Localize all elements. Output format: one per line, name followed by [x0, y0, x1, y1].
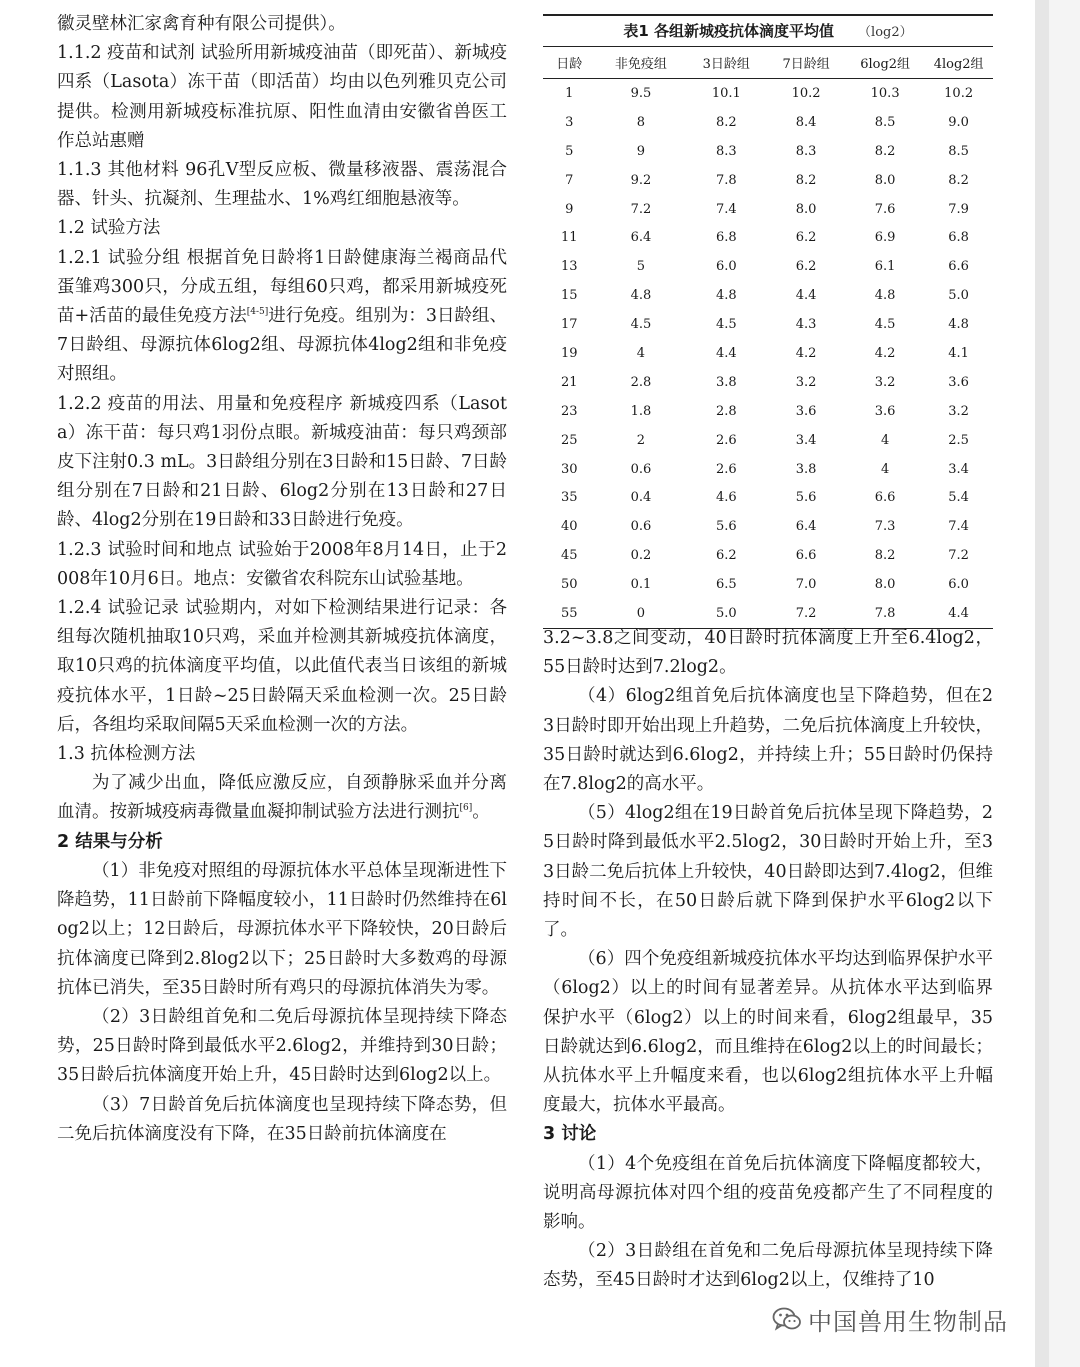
table-cell: 5	[565, 143, 574, 159]
table-cell: 4.8	[874, 288, 896, 304]
paragraph: 徽灵壁林汇家禽育种有限公司提供）。	[57, 14, 346, 34]
table-row	[543, 137, 993, 166]
table-cell: 4	[880, 432, 890, 448]
table-header-row	[543, 47, 993, 79]
table-cell: 0.4	[630, 490, 652, 506]
text-run: 。	[472, 802, 490, 823]
table-cell: 8.2	[948, 172, 969, 188]
section-1-3-body	[57, 769, 507, 827]
table-cell: 5.0	[948, 288, 969, 304]
table-cell: 6.9	[874, 230, 896, 246]
table-cell: 9.0	[948, 114, 969, 130]
table-row	[543, 281, 993, 310]
table-cell: 4.6	[715, 490, 737, 506]
table-cell: 2.8	[715, 403, 737, 419]
column-header: 非免疫组	[595, 47, 686, 79]
table-cell: 6.2	[715, 548, 737, 564]
column-header: 4log2组	[924, 47, 993, 79]
table-cell: 3.4	[795, 432, 817, 448]
table-cell: 7.2	[630, 201, 652, 217]
table-cell: 4.1	[948, 345, 969, 361]
table-cell: 5.4	[948, 490, 969, 506]
table-cell: 8.2	[795, 172, 817, 188]
table-cell: 6.1	[874, 259, 896, 275]
table-cell: 3.2	[795, 374, 817, 390]
brand-name: 中国兽用生物制品	[808, 1308, 1008, 1336]
table-cell: 4	[880, 461, 890, 477]
table-cell: 4	[636, 345, 646, 361]
table-cell: 8.3	[795, 143, 817, 159]
table-top-rule	[543, 14, 993, 16]
table-cell: 10.3	[870, 85, 900, 101]
heading-1-3: 1.3 抗体检测方法	[57, 744, 196, 765]
table-cell: 19	[560, 345, 578, 361]
section-1-1-3: 1.1.3 其他材料 96孔V型反应板、微量移液器、震荡混合器、针头、抗凝剂、生理盐水、1%鸡红细胞悬液等。	[57, 160, 507, 210]
table-row	[543, 541, 993, 570]
table-cell: 1	[565, 85, 574, 101]
table-row	[543, 426, 993, 455]
table-cell: 3.6	[948, 374, 969, 390]
table-cell: 0.2	[630, 548, 652, 564]
result-paragraph-5: （5）4log2组在19日龄首免后抗体呈现下降趋势，25日龄时降到最低水平2.5log2，30日龄时开始上升，至33日龄二免后抗体上升较快，40日龄即达到7.4log2，但维持时间不长，在50日龄后就下降到保护水平6log2以下了。	[543, 803, 993, 941]
table-cell: 4.8	[715, 288, 737, 304]
antibody-titer-table	[543, 46, 993, 629]
text-run: 1.2.1 试验分组 根据首免日龄将1日龄健康海兰褐商品代蛋雏鸡300只，分成五组，每组60只鸡，都采用新城疫死苗+活苗的最佳免疫方法	[57, 247, 507, 327]
table-cell: 3.6	[795, 403, 817, 419]
table-cell: 25	[560, 432, 578, 448]
page-edge	[1035, 0, 1049, 1367]
table-row	[543, 397, 993, 426]
table-row	[543, 483, 993, 512]
table-cell: 0.6	[630, 519, 652, 535]
table-row	[543, 455, 993, 484]
table-cell: 0.6	[630, 461, 652, 477]
table-cell: 7.6	[874, 201, 896, 217]
table-cell: 4.4	[795, 288, 817, 304]
result-paragraph-6: （6）四个免疫组新城疫抗体水平均达到临界保护水平（6log2）以上的时间有显著差异。从抗体水平达到临界保护水平（6log2）以上的时间来看，6log2组最早，35日龄就达到6.6log2，而且维持在6log2以上的时间最长；从抗体水平上升幅度来看，也以6log2组抗体水平上升幅度最大，抗体水平最高。	[543, 949, 993, 1116]
section-1-2-1	[57, 244, 507, 390]
table-cell: 6.2	[795, 259, 817, 275]
table-cell: 4.8	[630, 288, 652, 304]
table-cell: 6.0	[715, 259, 737, 275]
table-cell: 1.8	[630, 403, 652, 419]
table-1	[543, 4, 993, 629]
wechat-icon-svg	[772, 1306, 802, 1334]
heading-3: 3 讨论	[543, 1124, 597, 1145]
table-row	[543, 310, 993, 339]
result-paragraph-1: （1）非免疫对照组的母源抗体水平总体呈现渐进性下降趋势，11日龄前下降幅度较小，11日龄时仍然维持在6log2以上；12日龄后，母源抗体水平下降较快，20日龄后抗体滴度已降到2.8log2以下；25日龄时大多数鸡的母源抗体已消失，至35日龄时所有鸡只的母源抗体消失为零。	[57, 860, 507, 998]
table-cell: 2.8	[630, 374, 652, 390]
table-cell: 3.6	[874, 403, 896, 419]
heading-2: 2 结果与分析	[57, 831, 163, 852]
table-row	[543, 108, 993, 137]
table-cell: 4.3	[795, 317, 817, 333]
table-cell: 3	[565, 114, 574, 130]
table-cell: 0.1	[630, 577, 652, 593]
table-title	[543, 18, 993, 46]
table-cell: 55	[543, 599, 595, 628]
table-cell: 45	[560, 548, 578, 564]
table-title-text: 表1 各组新城疫抗体滴度平均值	[623, 22, 835, 40]
table-row	[543, 79, 993, 108]
table-row	[543, 166, 993, 195]
result-paragraph-4: （4）6log2组首免后抗体滴度也呈下降趋势，但在23日龄时即开始出现上升趋势，二免后抗体滴度上升较快，35日龄时就达到6.6log2，并持续上升；55日龄时仍保持在7.8log2的高水平。	[543, 686, 993, 795]
table-row	[543, 252, 993, 281]
table-cell: 5	[636, 259, 646, 275]
table-unit: （log2）	[858, 25, 913, 40]
table-cell: 4.4	[924, 599, 993, 628]
table-cell: 7.8	[715, 172, 737, 188]
table-cell: 8.2	[874, 143, 896, 159]
table-cell: 9	[565, 201, 574, 217]
table-cell: 8.2	[874, 548, 896, 564]
table-cell: 4.5	[630, 317, 652, 333]
table-cell: 4.5	[874, 317, 896, 333]
table-cell: 4.5	[715, 317, 737, 333]
table-cell: 7	[565, 172, 574, 188]
table-body	[543, 79, 993, 629]
page-edge-outer	[1049, 0, 1080, 1367]
table-cell: 8	[636, 114, 646, 130]
table-cell: 7.2	[948, 548, 969, 564]
table-cell: 10.2	[791, 85, 821, 101]
table-cell: 3.2	[874, 374, 896, 390]
table-cell: 3.4	[948, 461, 969, 477]
table-cell: 5.6	[715, 519, 737, 535]
table-cell: 35	[560, 490, 578, 506]
table-cell: 7.8	[846, 599, 924, 628]
table-cell: 6.4	[630, 230, 652, 246]
table-cell: 2	[636, 432, 646, 448]
column-header: 3日龄组	[686, 47, 766, 79]
table-cell: 10.1	[711, 85, 741, 101]
table-cell: 2.6	[715, 432, 737, 448]
table-row	[543, 339, 993, 368]
left-column	[57, 10, 507, 1149]
table-row	[543, 223, 993, 252]
table-cell: 6.6	[874, 490, 896, 506]
table-cell: 10.2	[944, 85, 974, 101]
table-cell: 9.5	[630, 85, 652, 101]
table-cell: 21	[560, 374, 578, 390]
table-cell: 7.4	[715, 201, 737, 217]
discussion-paragraph-1: （1）4个免疫组在首免后抗体滴度下降幅度都较大，说明高母源抗体对四个组的疫苗免疫都产生了不同程度的影响。	[543, 1153, 993, 1233]
table-cell: 50	[560, 577, 578, 593]
table-cell: 8.4	[795, 114, 817, 130]
table-cell: 8.5	[948, 143, 969, 159]
result-paragraph-3: （3）7日龄首免后抗体滴度也呈现持续下降态势，但二免后抗体滴度没有下降，在35日龄前抗体滴度在	[57, 1094, 507, 1144]
table-cell: 11	[560, 230, 578, 246]
table-cell: 30	[560, 461, 578, 477]
table-cell: 7.0	[795, 577, 817, 593]
table-cell: 4.2	[874, 345, 896, 361]
table-cell: 0	[595, 599, 686, 628]
table-cell: 8.3	[715, 143, 737, 159]
table-cell: 6.6	[948, 259, 969, 275]
table-cell: 6.4	[795, 519, 817, 535]
table-cell: 4.2	[795, 345, 817, 361]
column-header: 7日龄组	[766, 47, 846, 79]
table-cell: 5.0	[686, 599, 766, 628]
table-cell: 8.0	[874, 577, 896, 593]
heading-1-2: 1.2 试验方法	[57, 218, 161, 239]
section-1-2-2: 1.2.2 疫苗的用法、用量和免疫程序 新城疫四系（Lasota）冻干苗：每只鸡1羽份点眼。新城疫油苗：每只鸡颈部皮下注射0.3 mL。3日龄组分别在3日龄和15日龄、7日龄组分别在7日龄和21日龄、6log2分别在13日龄和27日龄、4log2分别在19日龄和33日龄进行免疫。	[57, 393, 507, 531]
column-header: 6log2组	[846, 47, 924, 79]
section-1-2-3: 1.2.3 试验时间和地点 试验始于2008年8月14日，止于2008年10月6日。地点：安徽省农科院东山试验基地。	[57, 539, 507, 589]
table-cell: 7.4	[948, 519, 969, 535]
wechat-watermark	[772, 1302, 1008, 1337]
table-row	[543, 368, 993, 397]
table-cell: 3.8	[715, 374, 737, 390]
table-cell: 6.6	[795, 548, 817, 564]
table-row	[543, 512, 993, 541]
wechat-icon	[772, 1306, 802, 1334]
text-run: 为了减少出血，降低应激反应，自颈静脉采血并分离血清。按新城疫病毒微量血凝抑制试验方法进行测抗	[57, 773, 507, 823]
result-paragraph-3-cont: 3.2~3.8之间变动，40日龄时抗体滴度上升至6.4log2，55日龄时达到7.2log2。	[543, 628, 993, 678]
table-cell: 6.5	[715, 577, 737, 593]
section-1-2-4: 1.2.4 试验记录 试验期内，对如下检测结果进行记录：各组每次随机抽取10只鸡，采血并检测其新城疫抗体滴度，取10只鸡的抗体滴度平均值，以此值代表当日该组的新城疫抗体水平，1日龄~25日龄隔天采血检测一次。25日龄后，各组均采取间隔5天采血检测一次的方法。	[57, 598, 507, 735]
table-cell: 2.5	[948, 432, 969, 448]
table-cell: 17	[560, 317, 578, 333]
table-cell: 6.0	[948, 577, 969, 593]
table-cell: 8.0	[795, 201, 817, 217]
table-cell: 9	[636, 143, 646, 159]
table-cell: 4.8	[948, 317, 969, 333]
table-row	[543, 195, 993, 224]
discussion-paragraph-2: （2）3日龄组在首免和二免后母源抗体呈现持续下降态势，至45日龄时才达到6log2以上，仅维持了10	[543, 1241, 993, 1291]
table-cell: 7.2	[766, 599, 846, 628]
table-cell: 40	[560, 519, 578, 535]
right-column	[543, 624, 993, 1296]
citation-ref: [6]	[459, 803, 473, 814]
table-cell: 15	[560, 288, 578, 304]
text-run: 进行免疫。组别为：3日龄组、7日龄组、母源抗体6log2组、母源抗体4log2组和非免疫对照组。	[57, 306, 507, 385]
table-cell: 8.2	[715, 114, 737, 130]
citation-ref: [4-5]	[246, 307, 269, 318]
table-cell: 2.6	[715, 461, 737, 477]
table-cell: 7.3	[874, 519, 896, 535]
table-row	[543, 570, 993, 599]
table-cell: 9.2	[630, 172, 652, 188]
table-cell: 13	[560, 259, 578, 275]
table-cell: 8.0	[874, 172, 896, 188]
section-1-1-2: 1.1.2 疫苗和试剂 试验所用新城疫油苗（即死苗）、新城疫四系（Lasota）冻干苗（即活苗）均由以色列雅贝克公司提供。检测用新城疫标准抗原、阳性血清由安徽省兽医工作总站惠赠	[57, 43, 507, 151]
table-cell: 7.9	[948, 201, 969, 217]
table-cell: 3.8	[795, 461, 817, 477]
table-cell: 8.5	[874, 114, 896, 130]
column-header: 日龄	[543, 47, 595, 79]
table-cell: 6.8	[948, 230, 969, 246]
result-paragraph-2: （2）3日龄组首免和二免后母源抗体呈现持续下降态势，25日龄时降到最低水平2.6log2，并维持到30日龄；35日龄后抗体滴度开始上升，45日龄时达到6log2以上。	[57, 1006, 507, 1086]
table-cell: 6.8	[715, 230, 737, 246]
table-cell: 6.2	[795, 230, 817, 246]
table-cell: 4.4	[715, 345, 737, 361]
table-cell: 23	[560, 403, 578, 419]
table-cell: 5.6	[795, 490, 817, 506]
table-cell: 3.2	[948, 403, 969, 419]
